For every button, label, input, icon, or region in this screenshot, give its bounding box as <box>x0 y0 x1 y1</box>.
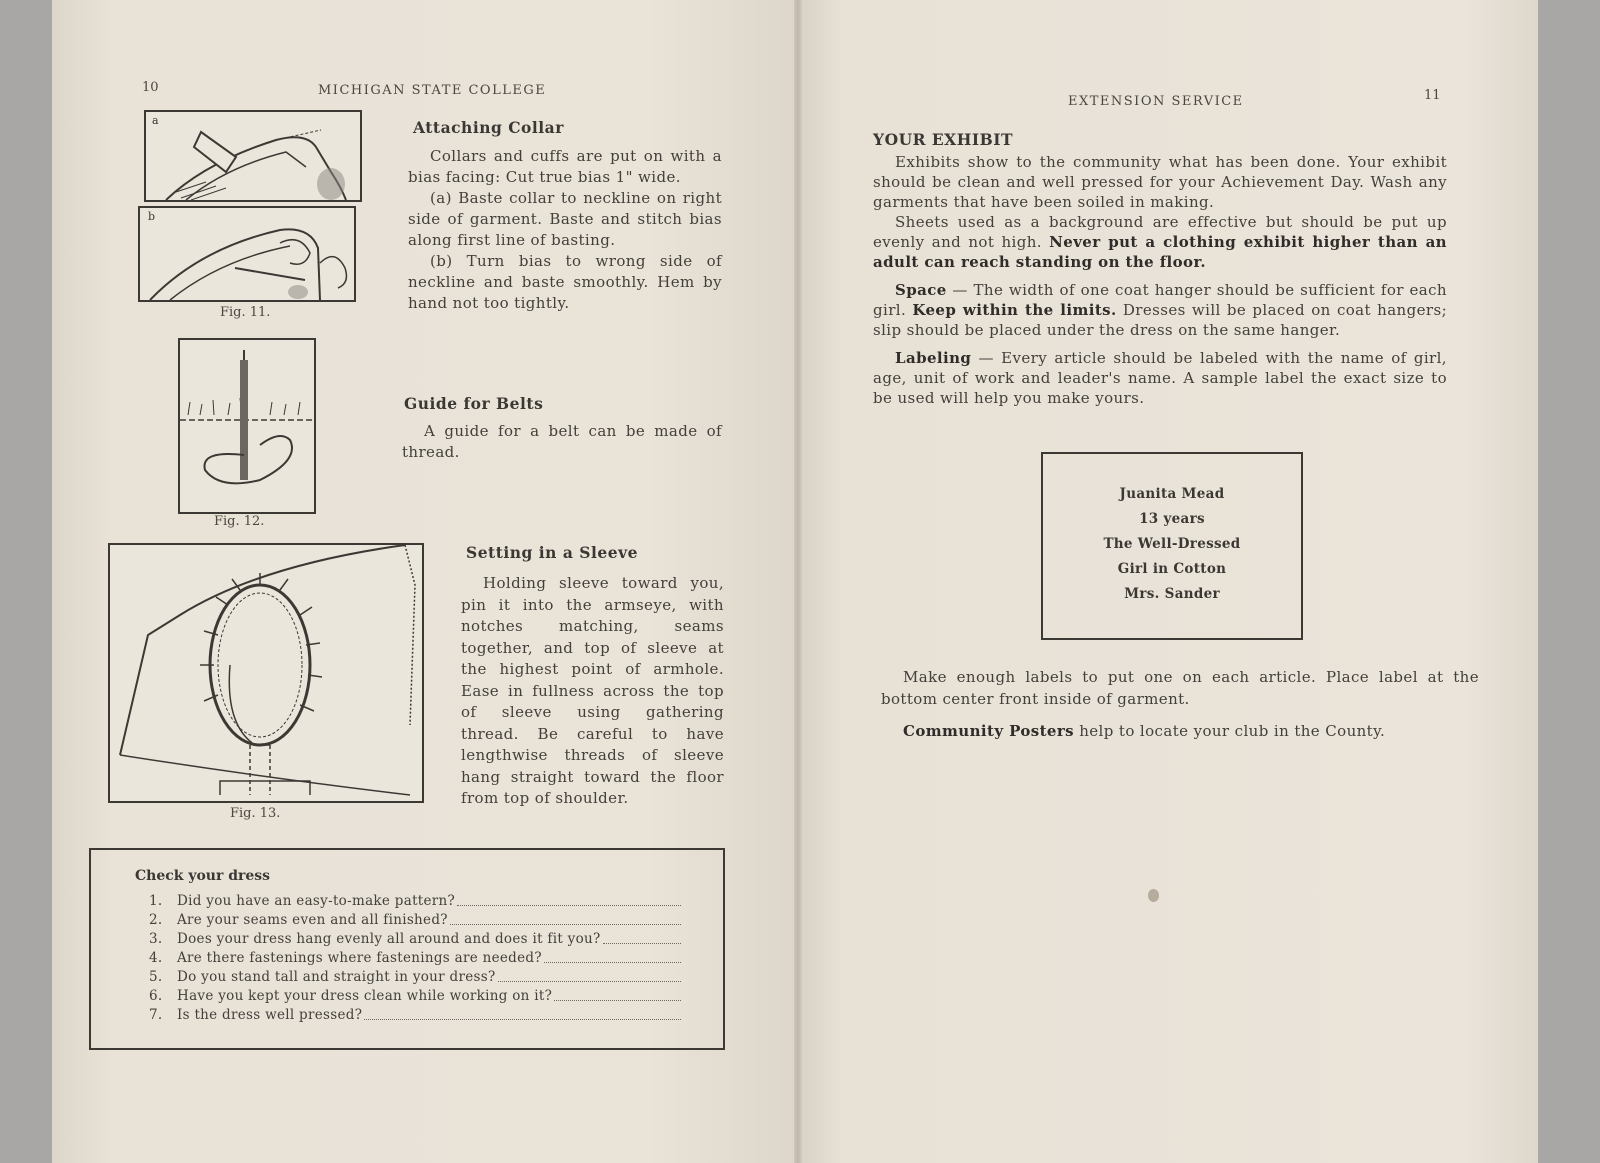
page-number-left: 10 <box>142 80 159 95</box>
figure-11a-illustration <box>144 110 362 202</box>
your-exhibit-text <box>873 152 1447 408</box>
setting-sleeve-text <box>461 573 724 810</box>
attaching-collar-p3: (b) Turn bias to wrong side of neckline and baste smoothly. Hem by hand not too tightly. <box>408 252 722 312</box>
running-head-left: MICHIGAN STATE COLLEGE <box>318 83 547 98</box>
sample-label-lines <box>1043 454 1301 607</box>
figure-label-b: b <box>148 210 156 223</box>
your-exhibit-p1: Exhibits show to the community what has been done. Your exhibit should be clean and well pressed for your Achievement Day. Wash any garments that have been soiled in making. <box>873 153 1447 211</box>
figure-13-caption: Fig. 13. <box>230 806 281 821</box>
closing-text <box>881 666 1479 742</box>
checklist-title: Check your dress <box>135 868 271 884</box>
checklist-item: 1. Did you have an easy-to-make pattern? <box>149 892 685 911</box>
sample-label-age: 13 years <box>1139 511 1205 527</box>
make-labels-paragraph: Make enough labels to put one on each article. Place label at the bottom center front inside of garment. <box>881 668 1479 708</box>
paper-stain <box>1148 889 1159 902</box>
sample-label-leader: Mrs. Sander <box>1124 586 1220 602</box>
attaching-collar-heading: Attaching Collar <box>413 118 564 137</box>
check-your-dress-box <box>89 848 725 1050</box>
book-spine <box>794 0 802 1163</box>
sample-label-box <box>1041 452 1303 640</box>
guide-for-belts-heading: Guide for Belts <box>404 394 544 413</box>
guide-for-belts-text <box>402 421 722 463</box>
guide-for-belts-p1: A guide for a belt can be made of thread. <box>402 422 722 461</box>
figure-12-caption: Fig. 12. <box>214 514 265 529</box>
figure-12-illustration <box>178 338 316 514</box>
labeling-paragraph: Labeling — Every article should be labeled with the name of girl, age, unit of work and leader's name. A sample label the exact size to be used will help you make yours. <box>873 349 1447 407</box>
checklist-item: 7. Is the dress well pressed? <box>149 1006 685 1025</box>
checklist-item: 3. Does your dress hang evenly all around and does it fit you? <box>149 930 685 949</box>
running-head-right: EXTENSION SERVICE <box>1068 94 1244 109</box>
community-posters-paragraph: Community Posters help to locate your club in the County. <box>903 722 1386 740</box>
your-exhibit-p2: Sheets used as a background are effective but should be put up evenly and not high. Never put a clothing exhibit higher than an adult can reach standing on the floor. <box>873 213 1447 271</box>
your-exhibit-heading: YOUR EXHIBIT <box>873 130 1013 149</box>
figure-label-a: a <box>152 114 159 127</box>
checklist-item: 4. Are there fastenings where fastenings are needed? <box>149 949 685 968</box>
setting-sleeve-heading: Setting in a Sleeve <box>466 543 638 562</box>
sample-label-unit-1: The Well-Dressed <box>1103 536 1241 552</box>
sample-label-unit-2: Girl in Cotton <box>1117 561 1227 577</box>
figure-11b-illustration <box>138 206 356 302</box>
attaching-collar-text <box>408 146 722 314</box>
setting-sleeve-p1: Holding sleeve toward you, pin it into the armseye, with notches matching, seams together, and top of sleeve at the highest point of armhole. Ease in fullness across the top of sleeve using gathering thread. Be careful to have lengthwise threads of sleeve hang straight toward the floor from top of shoulder. <box>461 574 724 807</box>
checklist-items <box>149 892 685 1025</box>
sample-label-name: Juanita Mead <box>1119 486 1225 502</box>
attaching-collar-p2: (a) Baste collar to neckline on right side of garment. Baste and stitch bias along first line of basting. <box>408 189 722 249</box>
attaching-collar-p1: Collars and cuffs are put on with a bias facing: Cut true bias 1" wide. <box>408 147 722 186</box>
checklist-item: 6. Have you kept your dress clean while working on it? <box>149 987 685 1006</box>
space-paragraph: Space — The width of one coat hanger should be sufficient for each girl. Keep within the limits. Dresses will be placed on coat hangers; slip should be placed under the dress on the same hanger. <box>873 281 1448 339</box>
figure-13-illustration <box>108 543 424 803</box>
figure-11-caption: Fig. 11. <box>220 305 271 320</box>
checklist-item: 5. Do you stand tall and straight in your dress? <box>149 968 685 987</box>
checklist-item: 2. Are your seams even and all finished? <box>149 911 685 930</box>
page-number-right: 11 <box>1424 88 1441 103</box>
